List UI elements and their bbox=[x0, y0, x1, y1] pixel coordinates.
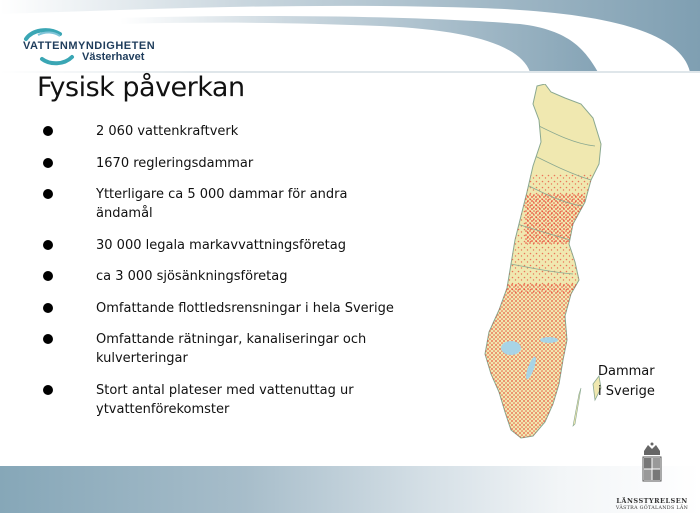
bullet-dot-icon bbox=[43, 385, 53, 395]
bullet-item: Omfattande flottledsrensningar i hela Sverige bbox=[40, 299, 440, 318]
bullet-list bbox=[40, 122, 440, 431]
sweden-dams-map bbox=[475, 84, 615, 440]
bullet-dot-icon bbox=[43, 189, 53, 199]
map-caption: Dammar i Sverige bbox=[598, 364, 655, 399]
slide-title: Fysisk påverkan bbox=[37, 72, 245, 103]
lansstyrelsen-name: LÄNSSTYRELSEN bbox=[616, 497, 688, 505]
bullet-dot-icon bbox=[43, 240, 53, 250]
logo-subtitle: Västerhavet bbox=[82, 51, 145, 63]
footer-gradient-band bbox=[0, 466, 700, 513]
bullet-item: Omfattande rätningar, kanaliseringar och kulverteringar bbox=[40, 330, 440, 368]
bullet-item: Stort antal plateser med vattenuttag ur ytvattenförekomster bbox=[40, 381, 440, 419]
bullet-item: Ytterligare ca 5 000 dammar för andra ändamål bbox=[40, 185, 440, 223]
bullet-dot-icon bbox=[43, 158, 53, 168]
bullet-dot-icon bbox=[43, 303, 53, 313]
bullet-item: 1670 regleringsdammar bbox=[40, 154, 440, 173]
bullet-item: 2 060 vattenkraftverk bbox=[40, 122, 440, 141]
coat-of-arms-icon bbox=[636, 441, 668, 491]
bullet-dot-icon bbox=[43, 126, 53, 136]
bullet-dot-icon bbox=[43, 334, 53, 344]
vattenmyndigheten-logo bbox=[20, 27, 180, 67]
lansstyrelsen-region: VÄSTRA GÖTALANDS LÄN bbox=[615, 506, 689, 511]
bullet-item: 30 000 legala markavvattningsföretag bbox=[40, 236, 440, 255]
bullet-dot-icon bbox=[43, 271, 53, 281]
bullet-item: ca 3 000 sjösänkningsföretag bbox=[40, 267, 440, 286]
logo-name: VATTENMYNDIGHETEN bbox=[23, 40, 156, 52]
